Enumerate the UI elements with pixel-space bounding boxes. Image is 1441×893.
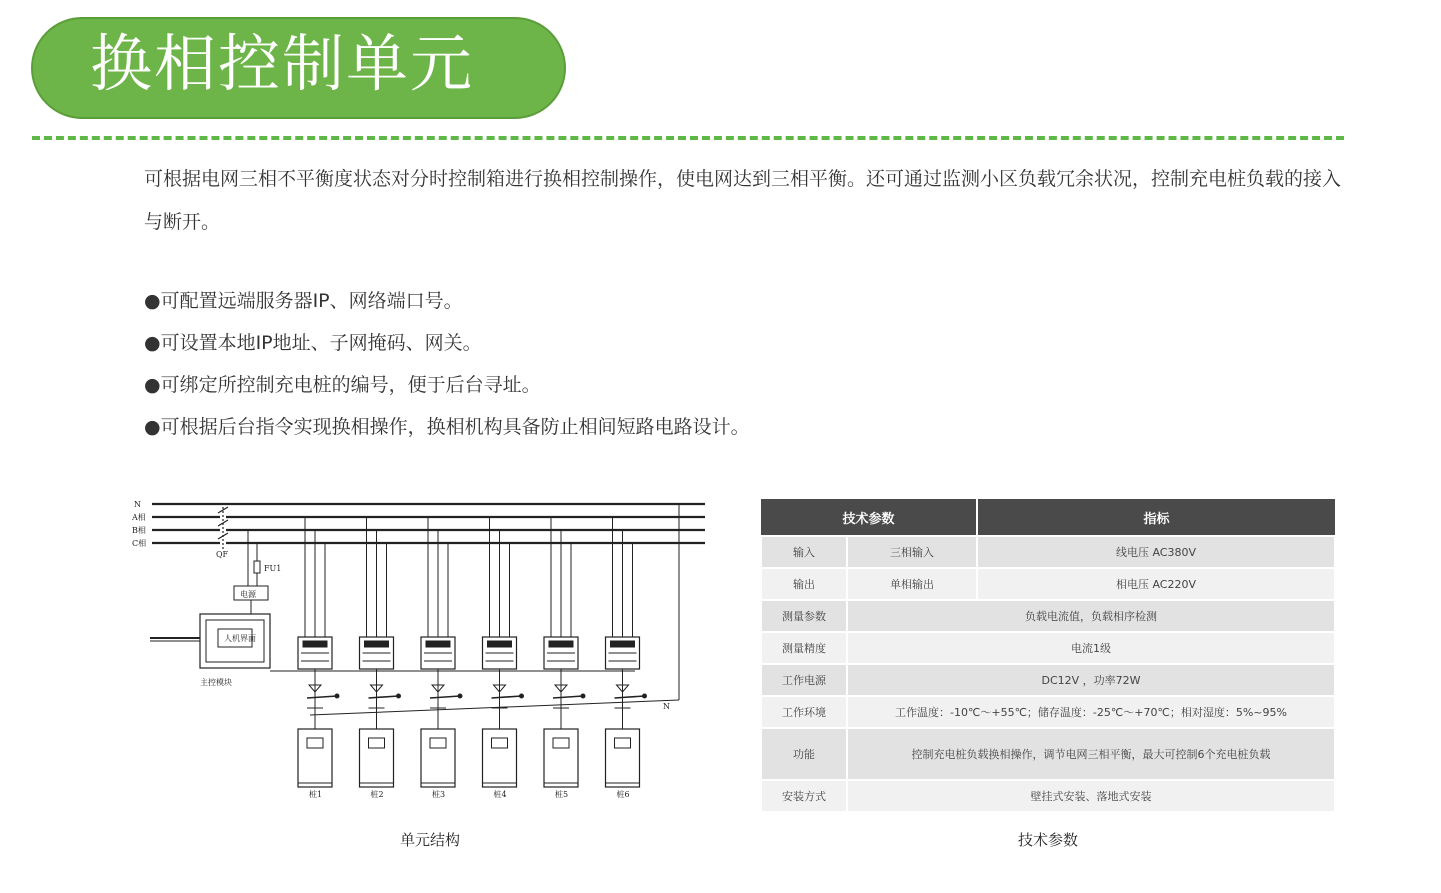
pile-label: 桩2 [370, 790, 384, 799]
dashed-divider [32, 136, 1344, 140]
spec-name: 测量精度 [761, 632, 847, 664]
unit-structure-diagram [130, 493, 720, 808]
feature-list [144, 280, 750, 448]
spec-value: 负载电流值，负载相序检测 [847, 600, 1335, 632]
page-title: 换相控制单元 [90, 27, 475, 100]
spec-sub: 单相输出 [847, 568, 977, 600]
bus-label: B相 [132, 526, 146, 535]
charging-pile-branch [544, 517, 585, 799]
intro-paragraph: 可根据电网三相不平衡度状态对分时控制箱进行换相控制操作，使电网达到三相平衡。还可通过监测小区负载冗余状况，控制充电桩负载的接入与断开。 [144, 168, 1342, 233]
spec-name: 工作环境 [761, 696, 847, 728]
bus-label: A相 [132, 513, 146, 522]
spec-value: DC12V ，功率72W [847, 664, 1335, 696]
spec-value: 工作温度：-10℃～+55℃；储存温度：-25℃～+70℃；相对湿度：5%~95% [847, 696, 1335, 728]
table-row [761, 632, 1335, 664]
feature-item: ●可绑定所控制充电桩的编号，便于后台寻址。 [144, 374, 541, 396]
charging-pile-branch [483, 517, 524, 799]
charging-pile-branch [360, 517, 401, 799]
main-module-label: 主控模块 [200, 678, 232, 687]
pile-label: 桩3 [432, 790, 446, 799]
spec-value: 线电压 AC380V [977, 536, 1335, 568]
diagram-caption: 单元结构 [400, 831, 461, 849]
table-row [761, 728, 1335, 780]
spec-value: 电流1级 [847, 632, 1335, 664]
feature-item: ●可配置远端服务器IP、网络端口号。 [144, 290, 463, 312]
table-row [761, 780, 1335, 812]
spec-name: 输入 [761, 536, 847, 568]
breaker-label: QF [216, 550, 229, 559]
spec-header-param: 技术参数 [761, 499, 977, 536]
bus-label: C相 [132, 539, 147, 548]
table-row [761, 696, 1335, 728]
charging-pile-branch [606, 517, 647, 799]
table-row [761, 600, 1335, 632]
feature-item: ●可设置本地IP地址、子网掩码、网关。 [144, 332, 482, 354]
spec-value: 控制充电桩负载换相操作，调节电网三相平衡，最大可控制6个充电桩负载 [847, 728, 1335, 780]
spec-name: 测量参数 [761, 600, 847, 632]
neutral-label: N [663, 702, 670, 711]
spec-name: 输出 [761, 568, 847, 600]
charging-pile-branch [421, 517, 462, 799]
spec-header-value: 指标 [977, 499, 1335, 536]
bus-label: N [134, 500, 141, 509]
pile-label: 桩4 [493, 790, 507, 799]
spec-sub: 三相输入 [847, 536, 977, 568]
spec-table [760, 499, 1336, 813]
screen-label: 人机界面 [224, 634, 256, 643]
spec-name: 功能 [761, 728, 847, 780]
spec-name: 工作电源 [761, 664, 847, 696]
pile-label: 桩5 [555, 790, 569, 799]
table-row [761, 664, 1335, 696]
power-label: 电源 [240, 590, 256, 599]
charging-pile-branch [298, 517, 339, 799]
spec-value: 壁挂式安装、落地式安装 [847, 780, 1335, 812]
pile-label: 桩6 [616, 790, 630, 799]
fuse-label: FU1 [264, 564, 282, 573]
spec-caption: 技术参数 [1018, 831, 1079, 849]
spec-name: 安装方式 [761, 780, 847, 812]
table-row [761, 536, 1335, 568]
spec-value: 相电压 AC220V [977, 568, 1335, 600]
pile-label: 桩1 [309, 790, 323, 799]
table-row [761, 568, 1335, 600]
feature-item: ●可根据后台指令实现换相操作，换相机构具备防止相间短路电路设计。 [144, 416, 750, 438]
